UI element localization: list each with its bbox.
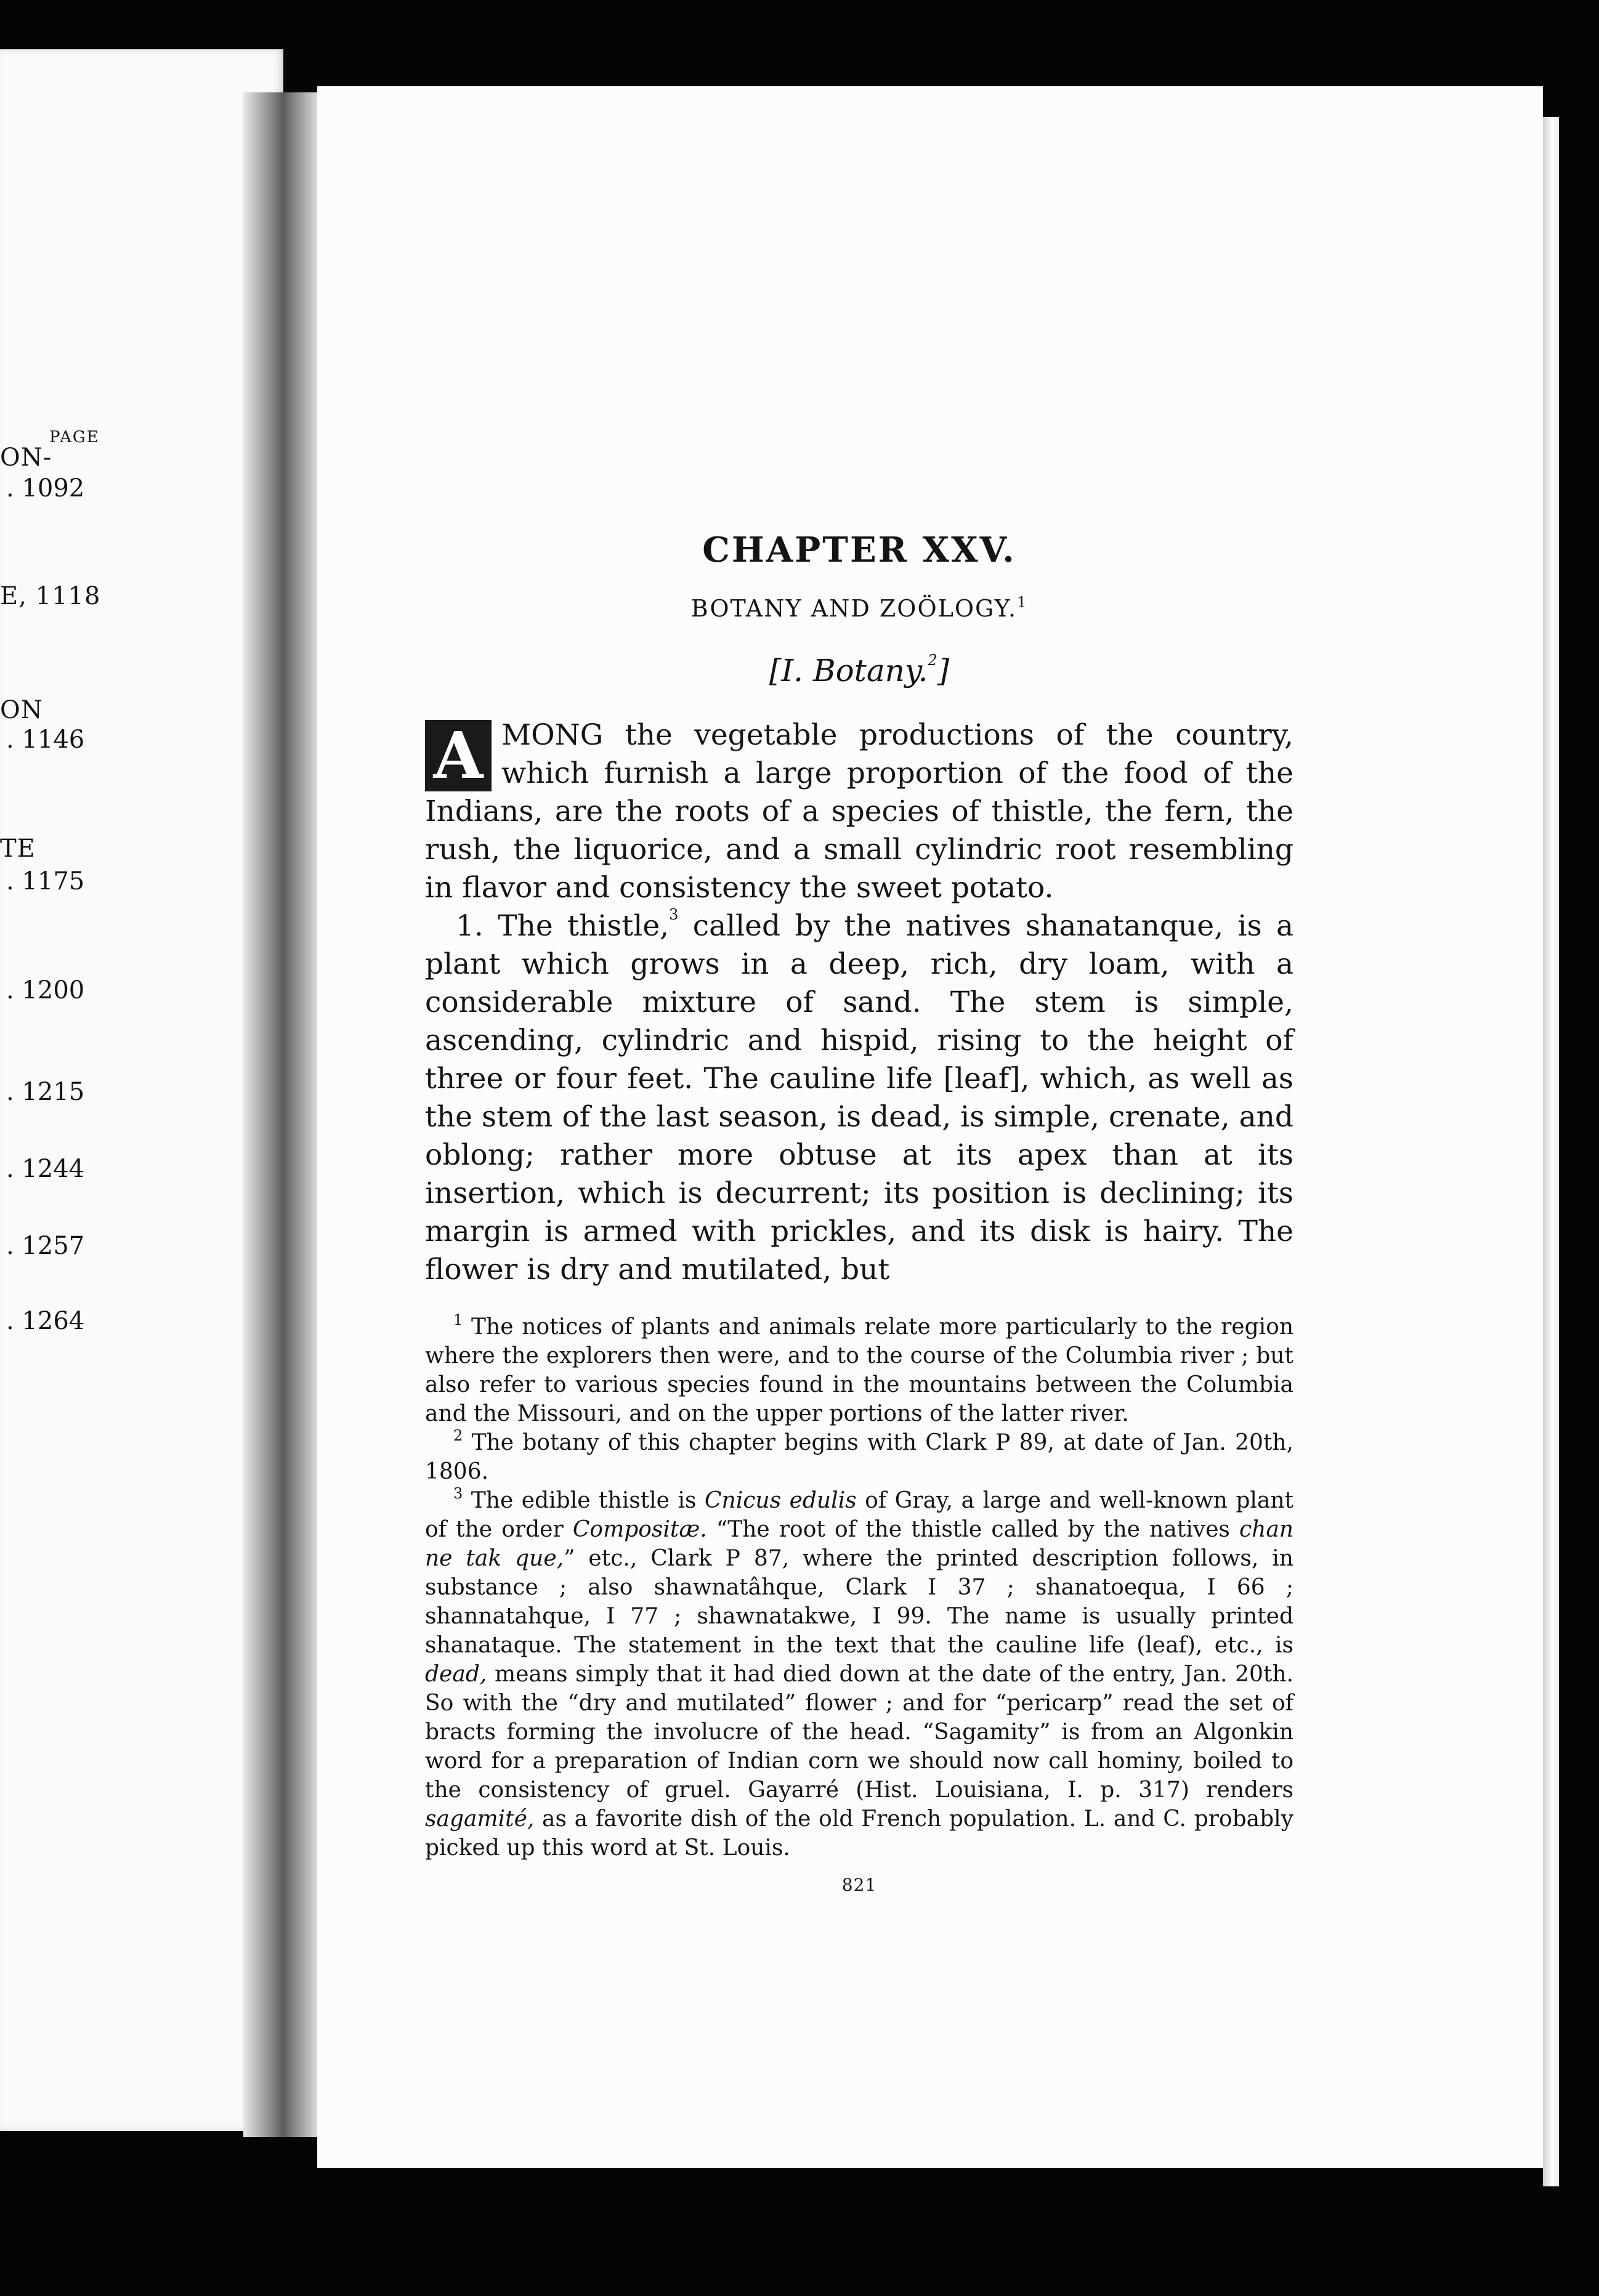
footnote-mark: 1 <box>453 1311 463 1328</box>
page-edge <box>1543 117 1559 2186</box>
section-heading <box>425 653 1293 689</box>
footnote-text: The botany of this chapter begins with Clark P 89, at date of Jan. 20th, 1806. <box>425 1430 1293 1484</box>
footnote-ref: 2 <box>928 652 937 669</box>
footnote-mark: 3 <box>453 1485 463 1502</box>
body-text <box>425 716 1293 1289</box>
page-content <box>425 530 1293 1895</box>
footnote-text: “The root of the thistle called by the natives <box>706 1517 1239 1542</box>
toc-page-number: . 1200 <box>6 976 85 1004</box>
paragraph-text: MONG the vegetable productions of the country, which furnish a large proportion of the food of the Indians, are the roots of a species of thistle, the fern, the rush, the liquorice, and a small cylindric root resembling in flavor and consistency the sweet potato. <box>425 718 1293 905</box>
footnote-ref: 3 <box>669 906 679 923</box>
chapter-subtitle <box>425 595 1293 622</box>
footnote-text: The notices of plants and animals relate more particularly to the region where the explorers then were, and to the course of the Columbia river ; but also refer to various species found in the mountains between the Columbia and the Missouri, and on the upper portions of the latter river. <box>425 1314 1293 1426</box>
paragraph-text: 1. The thistle, <box>456 909 670 943</box>
chapter-title: CHAPTER XXV. <box>702 530 1016 570</box>
footnote-ref: 1 <box>1016 594 1028 611</box>
footnote-text: of Gray, a large and well-known plant of the order <box>425 1488 1294 1542</box>
toc-page-number: . 1146 <box>6 726 85 754</box>
paragraph <box>425 907 1293 1289</box>
footnote-italic: Cnicus edulis <box>705 1488 857 1513</box>
book-gutter <box>243 92 323 2137</box>
footnote-italic: sagamité, <box>425 1806 535 1832</box>
drop-cap: A <box>425 720 492 791</box>
toc-page-number: . 1257 <box>6 1232 85 1260</box>
footnotes <box>425 1312 1293 1862</box>
paragraph <box>425 716 1293 907</box>
footnote-text: ” etc., Clark P 87, where the printed description follows, in substance ; also shawnatâhque, Clark I 37 ; shanatoequa, I 66 ; shannatahque, I 77 ; shawnatakwe, I 99. The name is usually printed shanataque. The statement in the text that the cauline life (leaf), etc., is <box>425 1546 1293 1658</box>
footnote <box>425 1428 1293 1486</box>
toc-fragment: TE <box>0 835 36 863</box>
footnote-italic: chan ne tak que, <box>425 1517 1293 1571</box>
footnote-italic: dead, <box>425 1662 487 1687</box>
toc-page-number: . 1175 <box>6 867 85 895</box>
footnote <box>425 1486 1293 1862</box>
paragraph-text: called by the natives shanatanque, is a plant which grows in a deep, rich, dry loam, with a considerable mixture of sand. The stem is simple, ascending, cylindric and hispid, rising to the height of three or four feet. The cauline life [leaf], which, as well as the stem of the last season, is dead, is simple, crenate, and oblong; rather more obtuse at its apex than at its insertion, which is decurrent; its position is declining; its margin is armed with prickles, and its disk is hairy. The flower is dry and mutilated, but <box>425 909 1293 1287</box>
section-close: ] <box>937 653 950 689</box>
toc-page-number: . 1092 <box>6 474 85 503</box>
toc-fragment: E, 1118 <box>0 582 101 610</box>
subtitle-text: BOTANY AND ZOÖLOGY. <box>690 595 1017 622</box>
toc-page-number: . 1244 <box>6 1155 85 1183</box>
footnote-text: The edible thistle is <box>463 1488 705 1513</box>
toc-page-number: . 1215 <box>6 1078 85 1106</box>
footnote-mark: 2 <box>453 1427 463 1444</box>
page-number: 821 <box>841 1875 877 1895</box>
toc-page-label: PAGE <box>49 428 100 447</box>
footnote-italic: Compositæ. <box>572 1517 707 1542</box>
section-text: [I. Botany. <box>769 653 928 689</box>
toc-page-number: . 1264 <box>6 1307 85 1335</box>
footnote-text: means simply that it had died down at the date of the entry, Jan. 20th. So with the “dry and mutilated” flower ; and for “pericarp” read the set of bracts forming the involucre of the head. “Sagamity” is from an Algonkin word for a preparation of Indian corn we should now call hominy, boiled to the consistency of gruel. Gayarré (Hist. Louisiana, I. p. 317) renders <box>425 1662 1293 1803</box>
footnote <box>425 1312 1293 1428</box>
footnote-text: as a favorite dish of the old French population. L. and C. probably picked up this word at St. Louis. <box>425 1806 1293 1861</box>
toc-fragment: ON <box>0 696 43 724</box>
toc-fragment: ON- <box>0 443 52 472</box>
